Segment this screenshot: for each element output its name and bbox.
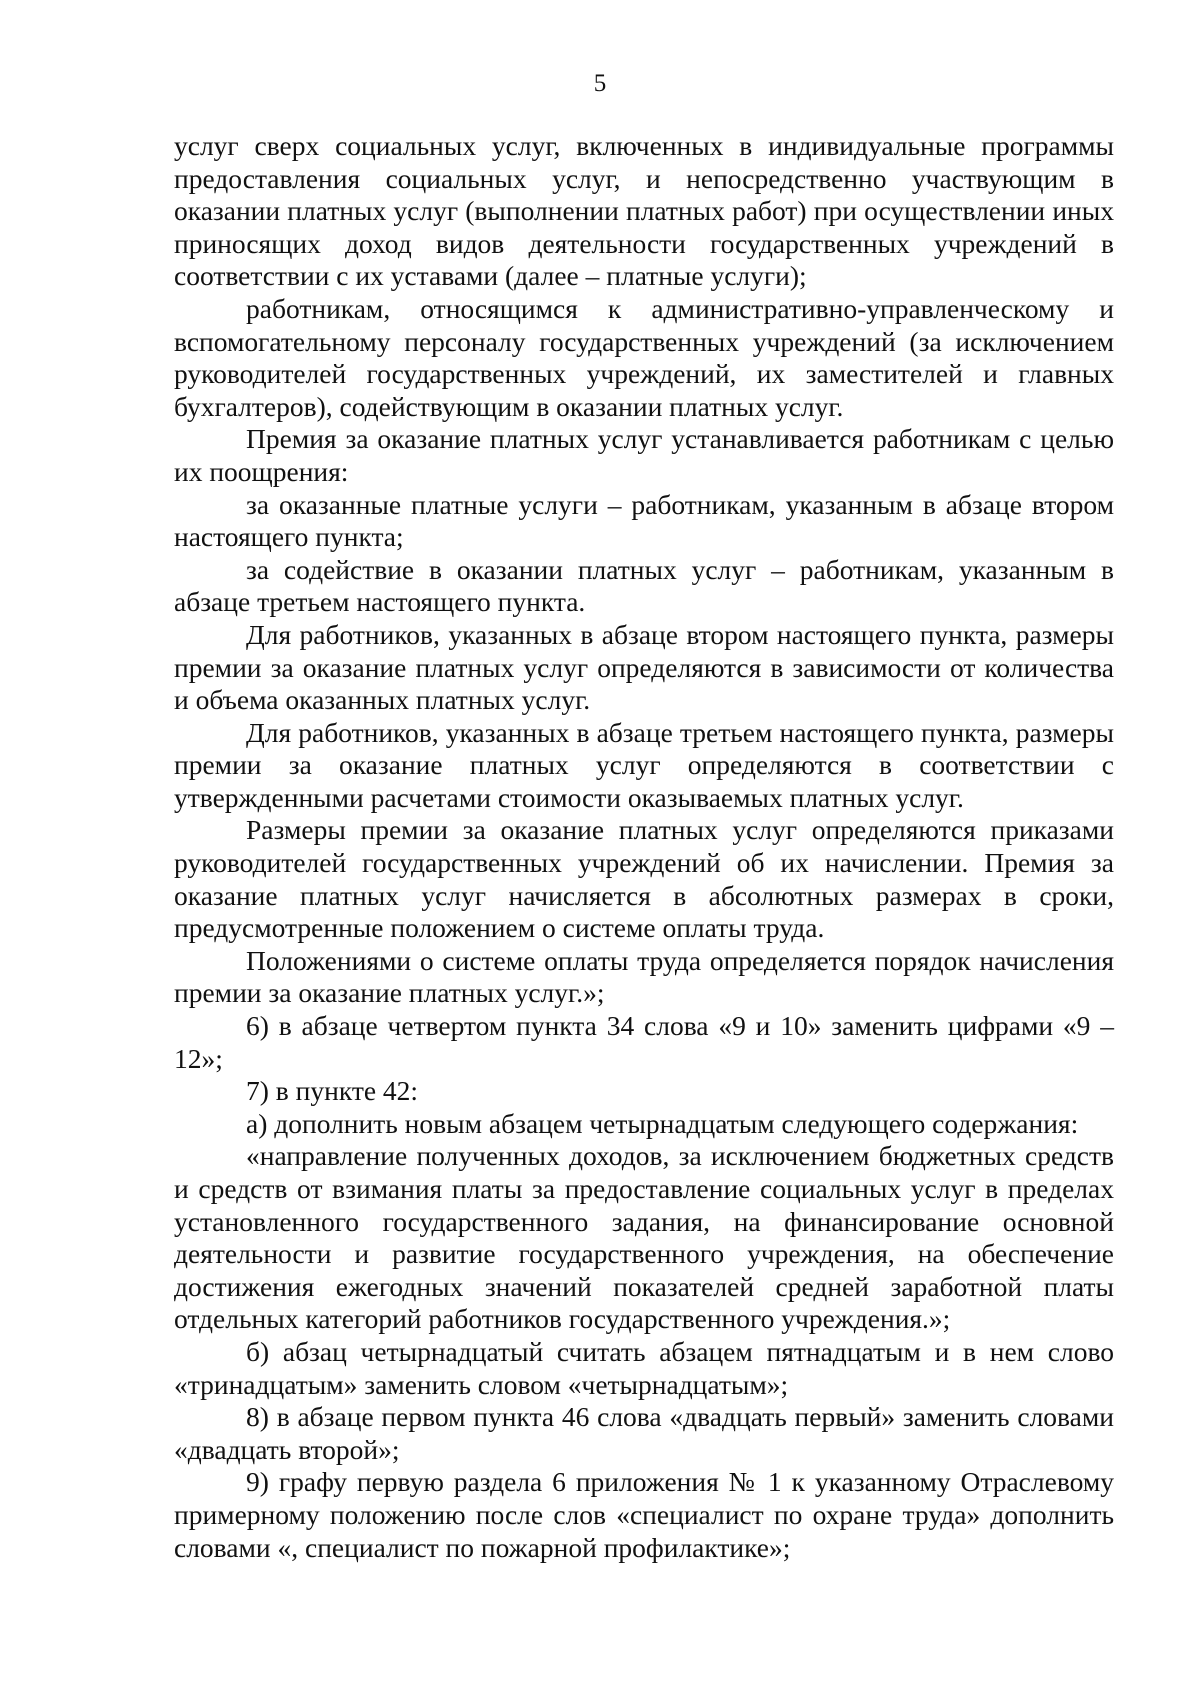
amendment-subitem-b: б) абзац четырнадцатый считать абзацем пятнадцатым и в нем слово «тринадцатым» заменить словом «четырнадцатым»; bbox=[174, 1335, 1114, 1400]
paragraph: Для работников, указанных в абзаце третьем настоящего пункта, размеры премии за оказание платных услуг определяются в соответствии с утвержденными расчетами стоимости оказываемых платных услуг. bbox=[174, 716, 1114, 813]
paragraph-continuation: услуг сверх социальных услуг, включенных в индивидуальные программы предоставления социальных услуг, и непосредственно участвующим в оказании платных услуг (выполнении платных работ) при осуществлении иных приносящих доход видов деятельности государственных учреждений в соответствии с их уставами (далее – платные услуги); bbox=[174, 130, 1114, 292]
paragraph: работникам, относящимся к административно-управленческому и вспомогательному персоналу государственных учреждений (за исключением руководителей государственных учреждений, их заместителей и главных бухгалтеров), содействующим в оказании платных услуг. bbox=[174, 292, 1114, 422]
quoted-paragraph: «направление полученных доходов, за исключением бюджетных средств и средств от взимания платы за предоставление социальных услуг в пределах установленного государственного задания, на финансирование основной деятельности и развитие государственного учреждения, на обеспечение достижения ежегодных значений показателей средней заработной платы отдельных категорий работников государственного учреждения.»; bbox=[174, 1140, 1114, 1335]
amendment-item-6: 6) в абзаце четвертом пункта 34 слова «9 и 10» заменить цифрами «9 – 12»; bbox=[174, 1010, 1114, 1074]
amendment-item-7: 7) в пункте 42: bbox=[246, 1075, 419, 1107]
amendment-item-8: 8) в абзаце первом пункта 46 слова «двадцать первый» заменить словами «двадцать второй»; bbox=[174, 1401, 1114, 1465]
paragraph: Для работников, указанных в абзаце втором настоящего пункта, размеры премии за оказание платных услуг определяются в зависимости от количества и объема оказанных платных услуг. bbox=[174, 618, 1114, 716]
paragraph: за оказанные платные услуги – работникам, указанным в абзаце втором настоящего пункта; bbox=[174, 488, 1114, 553]
paragraph: Премия за оказание платных услуг устанавливается работникам с целью их поощрения: bbox=[174, 423, 1114, 487]
amendment-subitem-a: а) дополнить новым абзацем четырнадцатым следующего содержания: bbox=[246, 1107, 1079, 1139]
page-number: 5 bbox=[593, 70, 607, 97]
paragraph: Размеры премии за оказание платных услуг определяются приказами руководителей государственных учреждений об их начислении. Премия за оказание платных услуг начисляется в абсолютных размерах в сроки, предусмотренные положением о системе оплаты труда. bbox=[174, 814, 1114, 944]
amendment-item-9: 9) графу первую раздела 6 приложения № 1 к указанному Отраслевому примерному положению после слов «специалист по охране труда» дополнить словами «, специалист по пожарной профилактике»; bbox=[174, 1466, 1114, 1563]
paragraph: Положениями о системе оплаты труда определяется порядок начисления премии за оказание платных услуг.»; bbox=[174, 944, 1114, 1009]
paragraph: за содействие в оказании платных услуг – работникам, указанным в абзаце третьем настоящего пункта. bbox=[174, 553, 1114, 618]
document-body bbox=[174, 130, 1114, 1564]
